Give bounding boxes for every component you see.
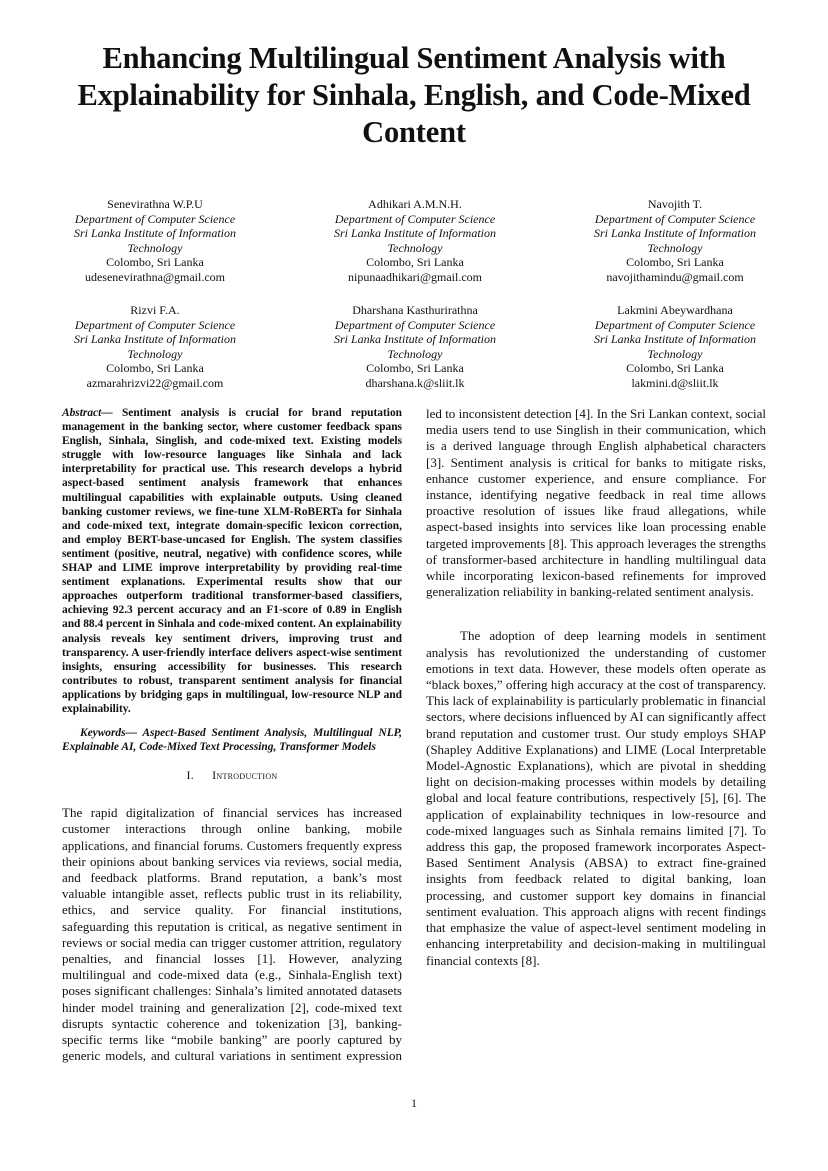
section-heading-introduction: [62, 768, 402, 783]
keywords: [62, 726, 402, 754]
intro-paragraph-1-continued: led to inconsistent detection [4]. In the Sri Lankan context, social media users tend to use Singlish in their communication, which is a derived language through English alphabetical characters [3]. Sentiment analysis is critical for banks to mitigate risks, enhance customer experience, and ensure compliance. For instance, identifying negative feedback in real time allows proactive resolution of issues like fraud allegations, while aspect-based insights into services like loan processing enable targeted improvements [8]. This approach leverages the strengths of transformer-based architecture in handling multilingual data while incorporating lexicon-based refinements for improved generalization reliability in banking-related sentiment analysis.: [426, 406, 766, 600]
author-location: Colombo, Sri Lanka: [106, 255, 204, 270]
right-column: [426, 406, 766, 969]
abstract-label: Abstract: [62, 407, 102, 419]
intro-paragraph-2: The adoption of deep learning models in sentiment analysis has revolutionized the understanding of customer emotions in text data. However, these models often operate as “black boxes,” offering high accuracy at the cost of transparency. This lack of explainability is particularly problematic in financial sectors, where decisions influenced by AI can significantly affect brand reputation and customer trust. Our study employs SHAP (Shapley Additive Explanations) and LIME (Local Interpretable Model-Agnostic Explanations), which are pivotal in shedding light on decision-making processes within models by detailing global and local feature contributions, respectively [5], [6]. The application of explainability techniques in low-resource and code-mixed languages such as Sinhala remains limited [7]. To address this gap, the proposed framework incorporates Aspect-Based Sentiment Analysis (ABSA) to extract fine-grained insights from feedback related to digital banking, loan processing, and customer support key domains in financial sentiment evaluation. This approach aligns with recent findings that emphasize the value of aspect-level sentiment modeling in enhancing interpretability and decision-making in multilingual financial contexts [8].: [426, 628, 766, 968]
author-block: [60, 197, 250, 285]
author-department: Department of Computer Science: [74, 211, 236, 226]
author-block: [580, 197, 770, 285]
author-department: Department of Computer Science: [334, 211, 496, 226]
author-row-1: [60, 197, 770, 285]
left-column: [62, 406, 402, 1065]
author-department: Department of Computer Science: [74, 317, 236, 332]
author-location: Colombo, Sri Lanka: [366, 255, 464, 270]
author-email: dharshana.k@sliit.lk: [365, 375, 465, 390]
author-name: Navojith T.: [647, 197, 703, 211]
author-institution: Sri Lanka Institute of Information Technology: [594, 226, 756, 255]
author-institution: Sri Lanka Institute of Information Technology: [74, 332, 236, 361]
author-institution: Sri Lanka Institute of Information Technology: [594, 332, 756, 361]
abstract-separator: —: [101, 407, 113, 419]
author-name: Rizvi F.A.: [130, 303, 180, 317]
abstract: [62, 406, 402, 716]
author-department: Department of Computer Science: [594, 211, 756, 226]
author-location: Colombo, Sri Lanka: [626, 361, 724, 376]
paper-title: Enhancing Multilingual Sentiment Analysis with Explainability for Sinhala, English, and Code-Mixed Content: [77, 41, 751, 149]
author-name: Adhikari A.M.N.H.: [368, 197, 462, 211]
section-number: I.: [186, 768, 195, 783]
author-block: [580, 303, 770, 391]
author-email: navojithamindu@gmail.com: [606, 269, 744, 284]
abstract-text: Sentiment analysis is crucial for brand reputation management in the banking sector, where customer feedback spans English, Sinhala, Singlish, and code-mixed text. Existing models struggle with low-resource languages like Sinhala and lack interpretability for practical use. This research develops a hybrid aspect-based sentiment analysis framework that enhances multilingual capabilities with explainable outputs. Using cleaned banking customer reviews, we fine-tune XLM-RoBERTa for Sinhala and code-mixed text, integrate domain-specific lexicon correction, and employ BERT-base-uncased for English. The system classifies sentiment (positive, neutral, negative) with confidence scores, while SHAP and LIME improve interpretability by providing real-time sentiment explanations. Experimental results show that our approaches outperform traditional transformer-based classifiers, achieving 92.3 percent accuracy and an F1-score of 0.89 in English and 88.4 percent in Sinhala and code-mixed content. An explainability analysis reveals key sentiment drivers, improving trust and transparency. A user-friendly interface delivers aspect-wise sentiment insights, ensuring accessibility for businesses. This research contributes to robust, transparent sentiment analysis for financial applications by bridging gaps in multilingual, low-resource NLP and explainability.: [62, 407, 402, 715]
author-email: lakmini.d@sliit.lk: [631, 375, 719, 390]
author-location: Colombo, Sri Lanka: [626, 255, 724, 270]
author-location: Colombo, Sri Lanka: [106, 361, 204, 376]
page-number: 1: [411, 1096, 417, 1110]
author-department: Department of Computer Science: [594, 317, 756, 332]
keywords-label: Keywords: [80, 727, 126, 740]
author-name: Senevirathna W.P.U: [107, 197, 203, 211]
keywords-separator: —: [125, 727, 137, 740]
section-title: Introduction: [212, 768, 278, 783]
author-institution: Sri Lanka Institute of Information Technology: [74, 226, 236, 255]
intro-paragraph-1: The rapid digitalization of financial services has increased customer interactions through online banking, mobile applications, and financial forums. Customers frequently express their opinions about banking services via reviews, social media, and feedback platforms. Brand reputation, a bank’s most valuable intangible asset, reflects public trust in its reliability, ethics, and service quality. For financial institutions, safeguarding this reputation is critical, as negative sentiment in reviews or social media can trigger customer attrition, regulatory penalties, and financial losses [1]. However, analyzing multilingual and code-mixed data (e.g., Sinhala-English text) poses significant challenges: Sinhala’s limited annotated datasets hinder model training and generalization [2], code-mixed text disrupts syntactic coherence and tokenization [3], banking-specific terms like “mobile banking” are poorly captured by generic models, and cultural variations in sentiment expression: [62, 805, 402, 1064]
author-email: udesenevirathna@gmail.com: [84, 269, 225, 284]
author-email: azmarahrizvi22@gmail.com: [86, 375, 224, 390]
author-name: Dharshana Kasthurirathna: [352, 303, 478, 317]
author-block: [320, 303, 510, 391]
author-name: Lakmini Abeywardhana: [617, 303, 733, 317]
keywords-text: Aspect-Based Sentiment Analysis, Multilingual NLP, Explainable AI, Code-Mixed Text Processing, Transformer Models: [62, 727, 402, 754]
author-block: [60, 303, 250, 391]
author-email: nipunaadhikari@gmail.com: [347, 269, 482, 284]
author-institution: Sri Lanka Institute of Information Technology: [334, 332, 496, 361]
author-location: Colombo, Sri Lanka: [366, 361, 464, 376]
author-institution: Sri Lanka Institute of Information Technology: [334, 226, 496, 255]
author-row-2: [60, 303, 770, 391]
author-block: [320, 197, 510, 285]
author-department: Department of Computer Science: [334, 317, 496, 332]
